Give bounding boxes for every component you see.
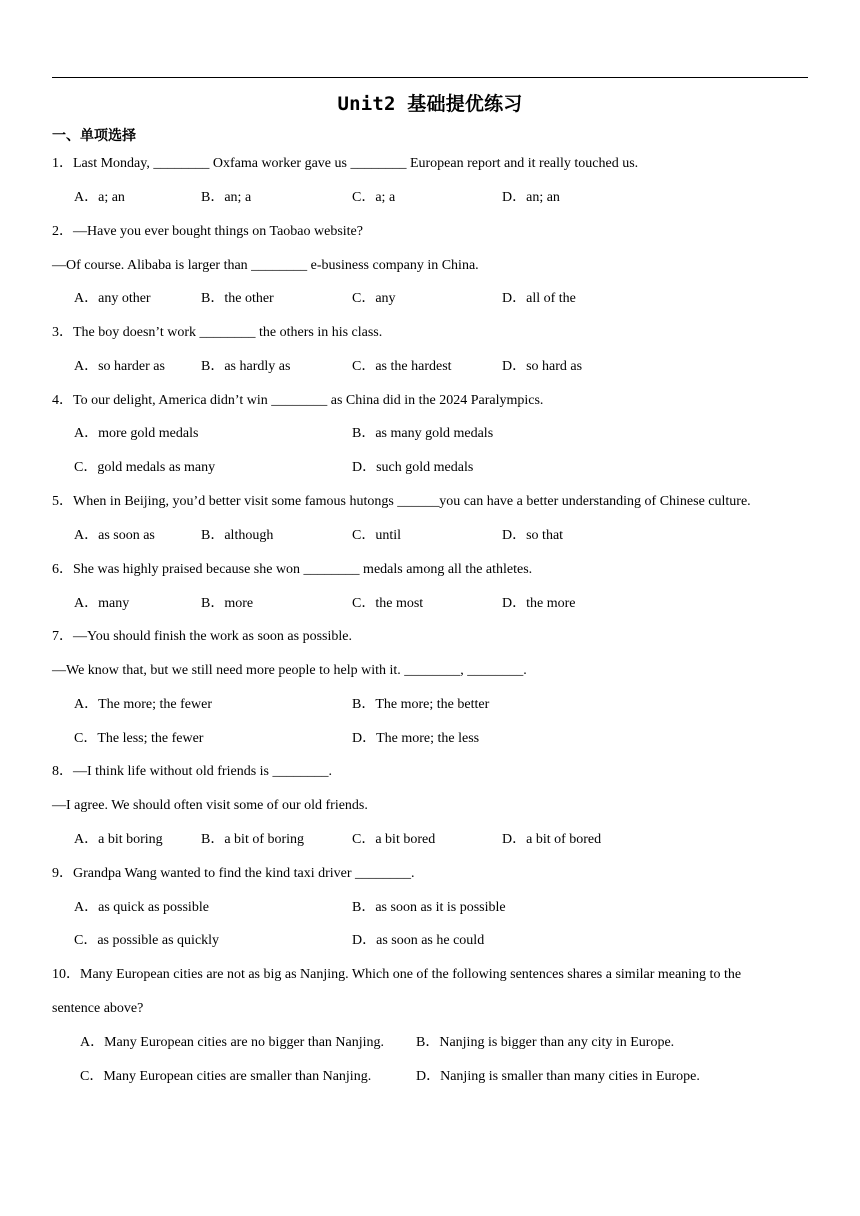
option-b[interactable]: B．although bbox=[201, 528, 274, 543]
option-a[interactable]: A．Many European cities are no bigger than Nanjing. bbox=[80, 1035, 385, 1050]
option-d[interactable]: D．Nanjing is smaller than many cities in Europe. bbox=[416, 1069, 700, 1084]
option-a[interactable]: A．a; an bbox=[74, 190, 125, 205]
option-c[interactable]: C．a; a bbox=[352, 190, 396, 205]
option-c[interactable]: C．a bit bored bbox=[352, 832, 436, 847]
option-a[interactable]: A．as soon as bbox=[74, 528, 155, 543]
option-b[interactable]: B．more bbox=[201, 596, 254, 611]
question-stem-line-2: sentence above? bbox=[52, 1001, 144, 1016]
question-stem: 9．Grandpa Wang wanted to find the kind taxi driver ________. bbox=[52, 866, 415, 881]
option-b[interactable]: B．as soon as it is possible bbox=[352, 900, 506, 915]
option-d[interactable]: D．a bit of bored bbox=[502, 832, 602, 847]
section-heading: 一、单项选择 bbox=[52, 128, 136, 144]
option-c[interactable]: C．Many European cities are smaller than Nanjing. bbox=[80, 1069, 372, 1084]
option-d[interactable]: D．as soon as he could bbox=[352, 933, 485, 948]
option-b[interactable]: B．a bit of boring bbox=[201, 832, 305, 847]
option-b[interactable]: B．the other bbox=[201, 291, 274, 306]
option-a[interactable]: A．The more; the fewer bbox=[74, 697, 212, 712]
option-d[interactable]: D．so hard as bbox=[502, 359, 583, 374]
option-d[interactable]: D．the more bbox=[502, 596, 576, 611]
question-stem-line-2: —We know that, but we still need more people to help with it. ________, ________. bbox=[52, 663, 527, 678]
option-d[interactable]: D．such gold medals bbox=[352, 460, 474, 475]
question-stem: 7．—You should finish the work as soon as possible. bbox=[52, 629, 352, 644]
option-c[interactable]: C．the most bbox=[352, 596, 424, 611]
option-a[interactable]: A．more gold medals bbox=[74, 426, 199, 441]
option-c[interactable]: C．as possible as quickly bbox=[74, 933, 220, 948]
option-c[interactable]: C．until bbox=[352, 528, 402, 543]
option-a[interactable]: A．many bbox=[74, 596, 130, 611]
question-stem: 8．—I think life without old friends is ________. bbox=[52, 764, 332, 779]
option-c[interactable]: C．as the hardest bbox=[352, 359, 452, 374]
question-stem: 2．—Have you ever bought things on Taobao website? bbox=[52, 224, 363, 239]
option-c[interactable]: C．gold medals as many bbox=[74, 460, 216, 475]
question-stem: 4．To our delight, America didn’t win ________ as China did in the 2024 Paralympics. bbox=[52, 393, 544, 408]
question-stem: 6．She was highly praised because she won ________ medals among all the athletes. bbox=[52, 562, 533, 577]
question-stem: 3．The boy doesn’t work ________ the others in his class. bbox=[52, 325, 383, 340]
option-d[interactable]: D．an; an bbox=[502, 190, 560, 205]
option-c[interactable]: C．The less; the fewer bbox=[74, 731, 204, 746]
question-stem: 10．Many European cities are not as big as Nanjing. Which one of the following sentences shares a similar meaning to the bbox=[52, 967, 742, 982]
option-d[interactable]: D．all of the bbox=[502, 291, 576, 306]
page-title: Unit2 基础提优练习 bbox=[337, 93, 523, 115]
question-stem: 5．When in Beijing, you’d better visit some famous hutongs ______you can have a better understanding of Chinese culture. bbox=[52, 494, 751, 509]
top-rule bbox=[52, 77, 808, 78]
option-c[interactable]: C．any bbox=[352, 291, 396, 306]
question-stem-line-2: —I agree. We should often visit some of our old friends. bbox=[52, 798, 368, 813]
option-a[interactable]: A．as quick as possible bbox=[74, 900, 209, 915]
option-d[interactable]: D．so that bbox=[502, 528, 564, 543]
option-a[interactable]: A．any other bbox=[74, 291, 151, 306]
option-b[interactable]: B．as hardly as bbox=[201, 359, 291, 374]
option-a[interactable]: A．a bit boring bbox=[74, 832, 163, 847]
question-stem-line-2: —Of course. Alibaba is larger than ________ e-business company in China. bbox=[52, 258, 479, 273]
option-a[interactable]: A．so harder as bbox=[74, 359, 165, 374]
option-d[interactable]: D．The more; the less bbox=[352, 731, 480, 746]
option-b[interactable]: B．The more; the better bbox=[352, 697, 490, 712]
option-b[interactable]: B．Nanjing is bigger than any city in Europe. bbox=[416, 1035, 675, 1050]
option-b[interactable]: B．an; a bbox=[201, 190, 252, 205]
question-stem: 1．Last Monday, ________ Oxfama worker gave us ________ European report and it really touched us. bbox=[52, 156, 639, 171]
option-b[interactable]: B．as many gold medals bbox=[352, 426, 494, 441]
